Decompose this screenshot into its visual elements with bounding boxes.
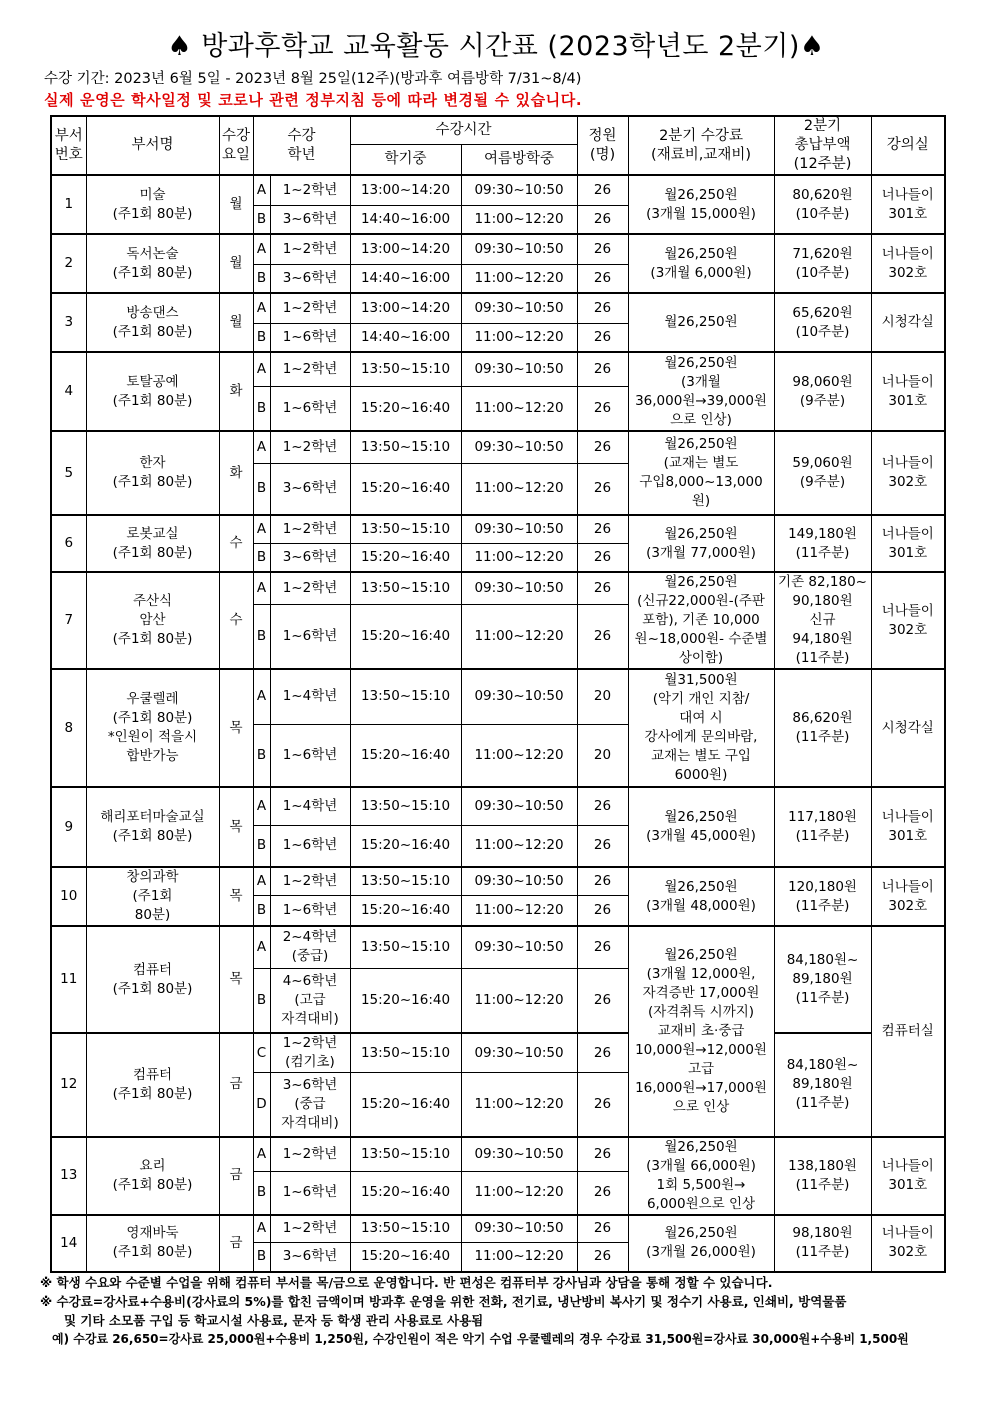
class-code: A — [253, 293, 270, 323]
class-grade: 1~2학년 — [270, 175, 350, 205]
time-semester: 13:50~15:10 — [350, 572, 461, 604]
header-day: 수강 요일 — [219, 116, 253, 175]
time-vacation: 09:30~10:50 — [461, 1137, 577, 1172]
class-grade: 1~2학년 — [270, 431, 350, 463]
dept-name: 우쿨렐레 (주1회 80분) *인원이 적을시 합반가능 — [86, 669, 219, 787]
class-grade: 1~2학년 (컴기초) — [270, 1033, 350, 1073]
capacity: 26 — [577, 234, 628, 264]
header-fee: 2분기 수강료 (재료비,교재비) — [628, 116, 774, 175]
class-grade: 1~6학년 — [270, 604, 350, 669]
time-vacation: 11:00~12:20 — [461, 1172, 577, 1215]
class-code: A — [253, 515, 270, 543]
dept-day: 금 — [219, 1137, 253, 1215]
room: 너나들이 301호 — [871, 1137, 945, 1215]
room: 너나들이 302호 — [871, 234, 945, 293]
class-grade: 1~2학년 — [270, 293, 350, 323]
time-semester: 13:00~14:20 — [350, 293, 461, 323]
capacity: 26 — [577, 1215, 628, 1243]
fee: 월26,250원 (교재는 별도 구입8,000~13,000 원) — [628, 431, 774, 515]
class-code: A — [253, 431, 270, 463]
dept-name: 미술 (주1회 80분) — [86, 175, 219, 234]
capacity: 26 — [577, 1073, 628, 1137]
time-vacation: 09:30~10:50 — [461, 867, 577, 896]
header-no: 부서 번호 — [51, 116, 86, 175]
class-code: A — [253, 787, 270, 825]
dept-number: 7 — [51, 572, 86, 669]
class-code: A — [253, 572, 270, 604]
time-semester: 14:40~16:00 — [350, 205, 461, 234]
class-grade: 2~4학년 (중급) — [270, 926, 350, 968]
time-semester: 15:20~16:40 — [350, 604, 461, 669]
class-code: A — [253, 234, 270, 264]
time-semester: 13:50~15:10 — [350, 431, 461, 463]
time-semester: 13:50~15:10 — [350, 787, 461, 825]
total-payment: 71,620원 (10주분) — [774, 234, 871, 293]
capacity: 26 — [577, 896, 628, 926]
class-grade: 1~6학년 — [270, 386, 350, 431]
capacity: 26 — [577, 1243, 628, 1272]
header-grade: 수강 학년 — [253, 116, 350, 175]
timetable — [50, 115, 946, 1273]
fee-computer: 월26,250원 (3개월 12,000원, 자격증반 17,000원 (자격취득 시까지) 교재비 초·중급 10,000원→12,000원 고급 16,000원→17,000원 으로 인상 — [628, 926, 774, 1137]
fee: 월26,250원 (3개월 48,000원) — [628, 867, 774, 926]
header-time-semester: 학기중 — [350, 144, 461, 175]
time-vacation: 09:30~10:50 — [461, 1033, 577, 1073]
dept-name: 영재바둑 (주1회 80분) — [86, 1215, 219, 1272]
footnotes — [40, 1273, 960, 1349]
dept-day: 목 — [219, 926, 253, 1033]
time-semester: 13:50~15:10 — [350, 669, 461, 724]
class-code: D — [253, 1073, 270, 1137]
class-code: B — [253, 264, 270, 293]
capacity: 26 — [577, 323, 628, 352]
capacity: 26 — [577, 825, 628, 867]
table-row — [51, 234, 945, 264]
total-payment: 117,180원 (11주분) — [774, 787, 871, 867]
capacity: 26 — [577, 293, 628, 323]
class-code: B — [253, 968, 270, 1033]
room: 너나들이 301호 — [871, 352, 945, 431]
room: 너나들이 301호 — [871, 515, 945, 572]
dept-number: 8 — [51, 669, 86, 787]
time-vacation: 11:00~12:20 — [461, 1243, 577, 1272]
dept-day: 금 — [219, 1033, 253, 1137]
time-vacation: 11:00~12:20 — [461, 205, 577, 234]
dept-name: 주산식 암산 (주1회 80분) — [86, 572, 219, 669]
dept-name: 방송댄스 (주1회 80분) — [86, 293, 219, 352]
class-grade: 1~2학년 — [270, 234, 350, 264]
capacity: 26 — [577, 205, 628, 234]
total-payment: 84,180원~ 89,180원 (11주분) — [774, 1033, 871, 1137]
header-time: 수강시간 — [350, 116, 577, 144]
dept-number: 6 — [51, 515, 86, 572]
room: 시청각실 — [871, 293, 945, 352]
class-grade: 3~6학년 (중급 자격대비) — [270, 1073, 350, 1137]
table-row — [51, 352, 945, 386]
dept-number: 14 — [51, 1215, 86, 1272]
time-semester: 15:20~16:40 — [350, 463, 461, 515]
table-row — [51, 293, 945, 323]
table-row — [51, 431, 945, 463]
fee: 월26,250원 (3개월 6,000원) — [628, 234, 774, 293]
dept-number: 9 — [51, 787, 86, 867]
time-vacation: 11:00~12:20 — [461, 463, 577, 515]
dept-day: 수 — [219, 515, 253, 572]
page-title: ♠ 방과후학교 교육활동 시간표 (2023학년도 2분기)♠ — [167, 31, 825, 62]
class-code: A — [253, 175, 270, 205]
time-semester: 15:20~16:40 — [350, 1073, 461, 1137]
time-vacation: 11:00~12:20 — [461, 968, 577, 1033]
total-payment: 98,060원 (9주분) — [774, 352, 871, 431]
time-semester: 13:50~15:10 — [350, 1215, 461, 1243]
total-payment: 86,620원 (11주분) — [774, 669, 871, 787]
capacity: 26 — [577, 1137, 628, 1172]
class-grade: 1~4학년 — [270, 669, 350, 724]
fee: 월26,250원 (신규22,000원-(주판 포함), 기존 10,000 원~18,000원- 수준별 상이함) — [628, 572, 774, 669]
time-vacation: 09:30~10:50 — [461, 1215, 577, 1243]
time-semester: 14:40~16:00 — [350, 264, 461, 293]
dept-day: 화 — [219, 431, 253, 515]
table-row — [51, 175, 945, 205]
table-row — [51, 1033, 945, 1073]
class-grade: 1~4학년 — [270, 787, 350, 825]
time-vacation: 09:30~10:50 — [461, 572, 577, 604]
fee: 월26,250원 (3개월 26,000원) — [628, 1215, 774, 1272]
capacity: 26 — [577, 175, 628, 205]
time-semester: 13:00~14:20 — [350, 234, 461, 264]
dept-name: 창의과학 (주1회 80분) — [86, 867, 219, 926]
class-code: B — [253, 724, 270, 787]
room: 시청각실 — [871, 669, 945, 787]
room: 너나들이 302호 — [871, 572, 945, 669]
time-vacation: 09:30~10:50 — [461, 787, 577, 825]
capacity: 26 — [577, 543, 628, 572]
room: 너나들이 302호 — [871, 1215, 945, 1272]
room-computer: 컴퓨터실 — [871, 926, 945, 1137]
dept-day: 금 — [219, 1215, 253, 1272]
total-payment: 80,620원 (10주분) — [774, 175, 871, 234]
capacity: 26 — [577, 604, 628, 669]
note-2-cont: 및 기타 소모품 구입 등 학교시설 사용료, 문자 등 학생 관리 사용료로 사용됨 — [64, 1313, 484, 1328]
table-row — [51, 669, 945, 724]
class-code: B — [253, 1243, 270, 1272]
total-payment: 65,620원 (10주분) — [774, 293, 871, 352]
time-vacation: 11:00~12:20 — [461, 724, 577, 787]
class-code: C — [253, 1033, 270, 1073]
class-grade: 3~6학년 — [270, 205, 350, 234]
class-code: B — [253, 604, 270, 669]
dept-name: 컴퓨터 (주1회 80분) — [86, 1033, 219, 1137]
time-vacation: 11:00~12:20 — [461, 264, 577, 293]
table-row — [51, 515, 945, 543]
dept-day: 월 — [219, 234, 253, 293]
header-room: 강의실 — [871, 116, 945, 175]
table-row — [51, 926, 945, 968]
dept-number: 11 — [51, 926, 86, 1033]
time-vacation: 09:30~10:50 — [461, 431, 577, 463]
class-grade: 1~6학년 — [270, 1172, 350, 1215]
dept-number: 5 — [51, 431, 86, 515]
table-row — [51, 867, 945, 896]
room: 너나들이 301호 — [871, 175, 945, 234]
header-time-vacation: 여름방학중 — [461, 144, 577, 175]
class-grade: 1~6학년 — [270, 896, 350, 926]
class-code: A — [253, 669, 270, 724]
dept-day: 월 — [219, 293, 253, 352]
class-code: B — [253, 1172, 270, 1215]
time-semester: 15:20~16:40 — [350, 386, 461, 431]
total-payment: 59,060원 (9주분) — [774, 431, 871, 515]
capacity: 26 — [577, 926, 628, 968]
time-semester: 13:50~15:10 — [350, 515, 461, 543]
table-row — [51, 1137, 945, 1172]
time-semester: 15:20~16:40 — [350, 1243, 461, 1272]
class-code: B — [253, 825, 270, 867]
fee: 월26,250원 (3개월 36,000원→39,000원 으로 인상) — [628, 352, 774, 431]
time-semester: 13:50~15:10 — [350, 867, 461, 896]
time-vacation: 09:30~10:50 — [461, 669, 577, 724]
class-code: B — [253, 896, 270, 926]
capacity: 26 — [577, 867, 628, 896]
total-payment: 138,180원 (11주분) — [774, 1137, 871, 1215]
class-code: A — [253, 926, 270, 968]
total-payment: 120,180원 (11주분) — [774, 867, 871, 926]
dept-number: 10 — [51, 867, 86, 926]
time-vacation: 09:30~10:50 — [461, 515, 577, 543]
class-code: A — [253, 1215, 270, 1243]
class-code: B — [253, 543, 270, 572]
dept-day: 수 — [219, 572, 253, 669]
class-grade: 1~2학년 — [270, 1215, 350, 1243]
time-semester: 14:40~16:00 — [350, 323, 461, 352]
time-semester: 13:50~15:10 — [350, 352, 461, 386]
dept-name: 독서논술 (주1회 80분) — [86, 234, 219, 293]
capacity: 26 — [577, 431, 628, 463]
time-vacation: 11:00~12:20 — [461, 386, 577, 431]
dept-name: 한자 (주1회 80분) — [86, 431, 219, 515]
dept-day: 목 — [219, 669, 253, 787]
class-grade: 1~2학년 — [270, 572, 350, 604]
time-vacation: 11:00~12:20 — [461, 825, 577, 867]
dept-name: 로봇교실 (주1회 80분) — [86, 515, 219, 572]
time-semester: 13:50~15:10 — [350, 1137, 461, 1172]
capacity: 20 — [577, 724, 628, 787]
total-payment: 기존 82,180~ 90,180원 신규 94,180원 (11주분) — [774, 572, 871, 669]
dept-number: 12 — [51, 1033, 86, 1137]
table-row — [51, 1215, 945, 1243]
fee: 월26,250원 (3개월 77,000원) — [628, 515, 774, 572]
class-code: A — [253, 1137, 270, 1172]
class-grade: 1~2학년 — [270, 1137, 350, 1172]
capacity: 26 — [577, 352, 628, 386]
dept-number: 1 — [51, 175, 86, 234]
dept-name: 요리 (주1회 80분) — [86, 1137, 219, 1215]
room: 너나들이 301호 — [871, 787, 945, 867]
time-vacation: 11:00~12:20 — [461, 896, 577, 926]
dept-number: 4 — [51, 352, 86, 431]
note-1: ※ 학생 수요와 수준별 수업을 위해 컴퓨터 부서를 목/금으로 운영합니다. 반 편성은 컴퓨터부 강사님과 상담을 통해 정할 수 있습니다. — [40, 1275, 773, 1290]
time-vacation: 09:30~10:50 — [461, 234, 577, 264]
class-grade: 3~6학년 — [270, 264, 350, 293]
class-code: B — [253, 205, 270, 234]
capacity: 26 — [577, 264, 628, 293]
class-grade: 1~6학년 — [270, 323, 350, 352]
note-example: 예) 수강료 26,650=강사료 25,000원+수용비 1,250원, 수강인원이 적은 악기 수업 우쿨렐레의 경우 수강료 31,500원=강사료 30,000원+수용비 1,500원 — [52, 1332, 909, 1346]
capacity: 20 — [577, 669, 628, 724]
total-payment: 98,180원 (11주분) — [774, 1215, 871, 1272]
class-grade: 1~6학년 — [270, 825, 350, 867]
total-payment: 84,180원~ 89,180원 (11주분) — [774, 926, 871, 1033]
time-vacation: 09:30~10:50 — [461, 926, 577, 968]
header-capacity: 정원 (명) — [577, 116, 628, 175]
class-code: B — [253, 386, 270, 431]
time-semester: 15:20~16:40 — [350, 543, 461, 572]
time-vacation: 09:30~10:50 — [461, 352, 577, 386]
total-payment: 149,180원 (11주분) — [774, 515, 871, 572]
dept-day: 월 — [219, 175, 253, 234]
time-semester: 15:20~16:40 — [350, 825, 461, 867]
table-row — [51, 572, 945, 604]
header-name: 부서명 — [86, 116, 219, 175]
class-grade: 1~6학년 — [270, 724, 350, 787]
dept-number: 3 — [51, 293, 86, 352]
time-vacation: 11:00~12:20 — [461, 1073, 577, 1137]
time-vacation: 09:30~10:50 — [461, 293, 577, 323]
capacity: 26 — [577, 463, 628, 515]
time-semester: 13:00~14:20 — [350, 175, 461, 205]
table-row — [51, 787, 945, 825]
dept-day: 목 — [219, 867, 253, 926]
capacity: 26 — [577, 386, 628, 431]
time-semester: 15:20~16:40 — [350, 968, 461, 1033]
time-semester: 15:20~16:40 — [350, 724, 461, 787]
class-grade: 1~2학년 — [270, 515, 350, 543]
time-vacation: 09:30~10:50 — [461, 175, 577, 205]
change-warning: 실제 운영은 학사일정 및 코로나 관련 정부지침 등에 따라 변경될 수 있습니다. — [44, 91, 583, 109]
dept-day: 목 — [219, 787, 253, 867]
time-semester: 13:50~15:10 — [350, 926, 461, 968]
note-2: ※ 수강료=강사료+수용비(강사료의 5%)를 합친 금액이며 방과후 운영을 위한 전화, 전기료, 냉난방비 복사기 및 정수기 사용료, 인쇄비, 방역물품 — [40, 1294, 847, 1309]
dept-number: 2 — [51, 234, 86, 293]
time-semester: 13:50~15:10 — [350, 1033, 461, 1073]
capacity: 26 — [577, 787, 628, 825]
time-vacation: 11:00~12:20 — [461, 543, 577, 572]
period-info: 수강 기간: 2023년 6월 5일 - 2023년 8월 25일(12주)(방과후 여름방학 7/31~8/4) — [44, 71, 582, 87]
fee: 월26,250원 (3개월 45,000원) — [628, 787, 774, 867]
time-semester: 15:20~16:40 — [350, 896, 461, 926]
class-code: A — [253, 867, 270, 896]
fee: 월31,500원 (악기 개인 지참/ 대여 시 강사에게 문의바람, 교재는 별도 구입 6000원) — [628, 669, 774, 787]
dept-name: 토탈공예 (주1회 80분) — [86, 352, 219, 431]
dept-name: 컴퓨터 (주1회 80분) — [86, 926, 219, 1033]
dept-day: 화 — [219, 352, 253, 431]
class-code: B — [253, 323, 270, 352]
class-grade: 3~6학년 — [270, 543, 350, 572]
capacity: 26 — [577, 1033, 628, 1073]
class-grade: 1~2학년 — [270, 352, 350, 386]
room: 너나들이 302호 — [871, 431, 945, 515]
capacity: 26 — [577, 968, 628, 1033]
class-code: B — [253, 463, 270, 515]
class-grade: 3~6학년 — [270, 463, 350, 515]
class-code: A — [253, 352, 270, 386]
dept-name: 해리포터마술교실 (주1회 80분) — [86, 787, 219, 867]
time-semester: 15:20~16:40 — [350, 1172, 461, 1215]
capacity: 26 — [577, 515, 628, 543]
fee: 월26,250원 (3개월 15,000원) — [628, 175, 774, 234]
fee: 월26,250원 — [628, 293, 774, 352]
class-grade: 1~2학년 — [270, 867, 350, 896]
capacity: 26 — [577, 572, 628, 604]
header-total: 2분기 총납부액 (12주분) — [774, 116, 871, 175]
dept-number: 13 — [51, 1137, 86, 1215]
class-grade: 4~6학년 (고급 자격대비) — [270, 968, 350, 1033]
capacity: 26 — [577, 1172, 628, 1215]
time-vacation: 11:00~12:20 — [461, 604, 577, 669]
room: 너나들이 302호 — [871, 867, 945, 926]
class-grade: 3~6학년 — [270, 1243, 350, 1272]
time-vacation: 11:00~12:20 — [461, 323, 577, 352]
fee: 월26,250원 (3개월 66,000원) 1회 5,500원→ 6,000원으로 인상 — [628, 1137, 774, 1215]
